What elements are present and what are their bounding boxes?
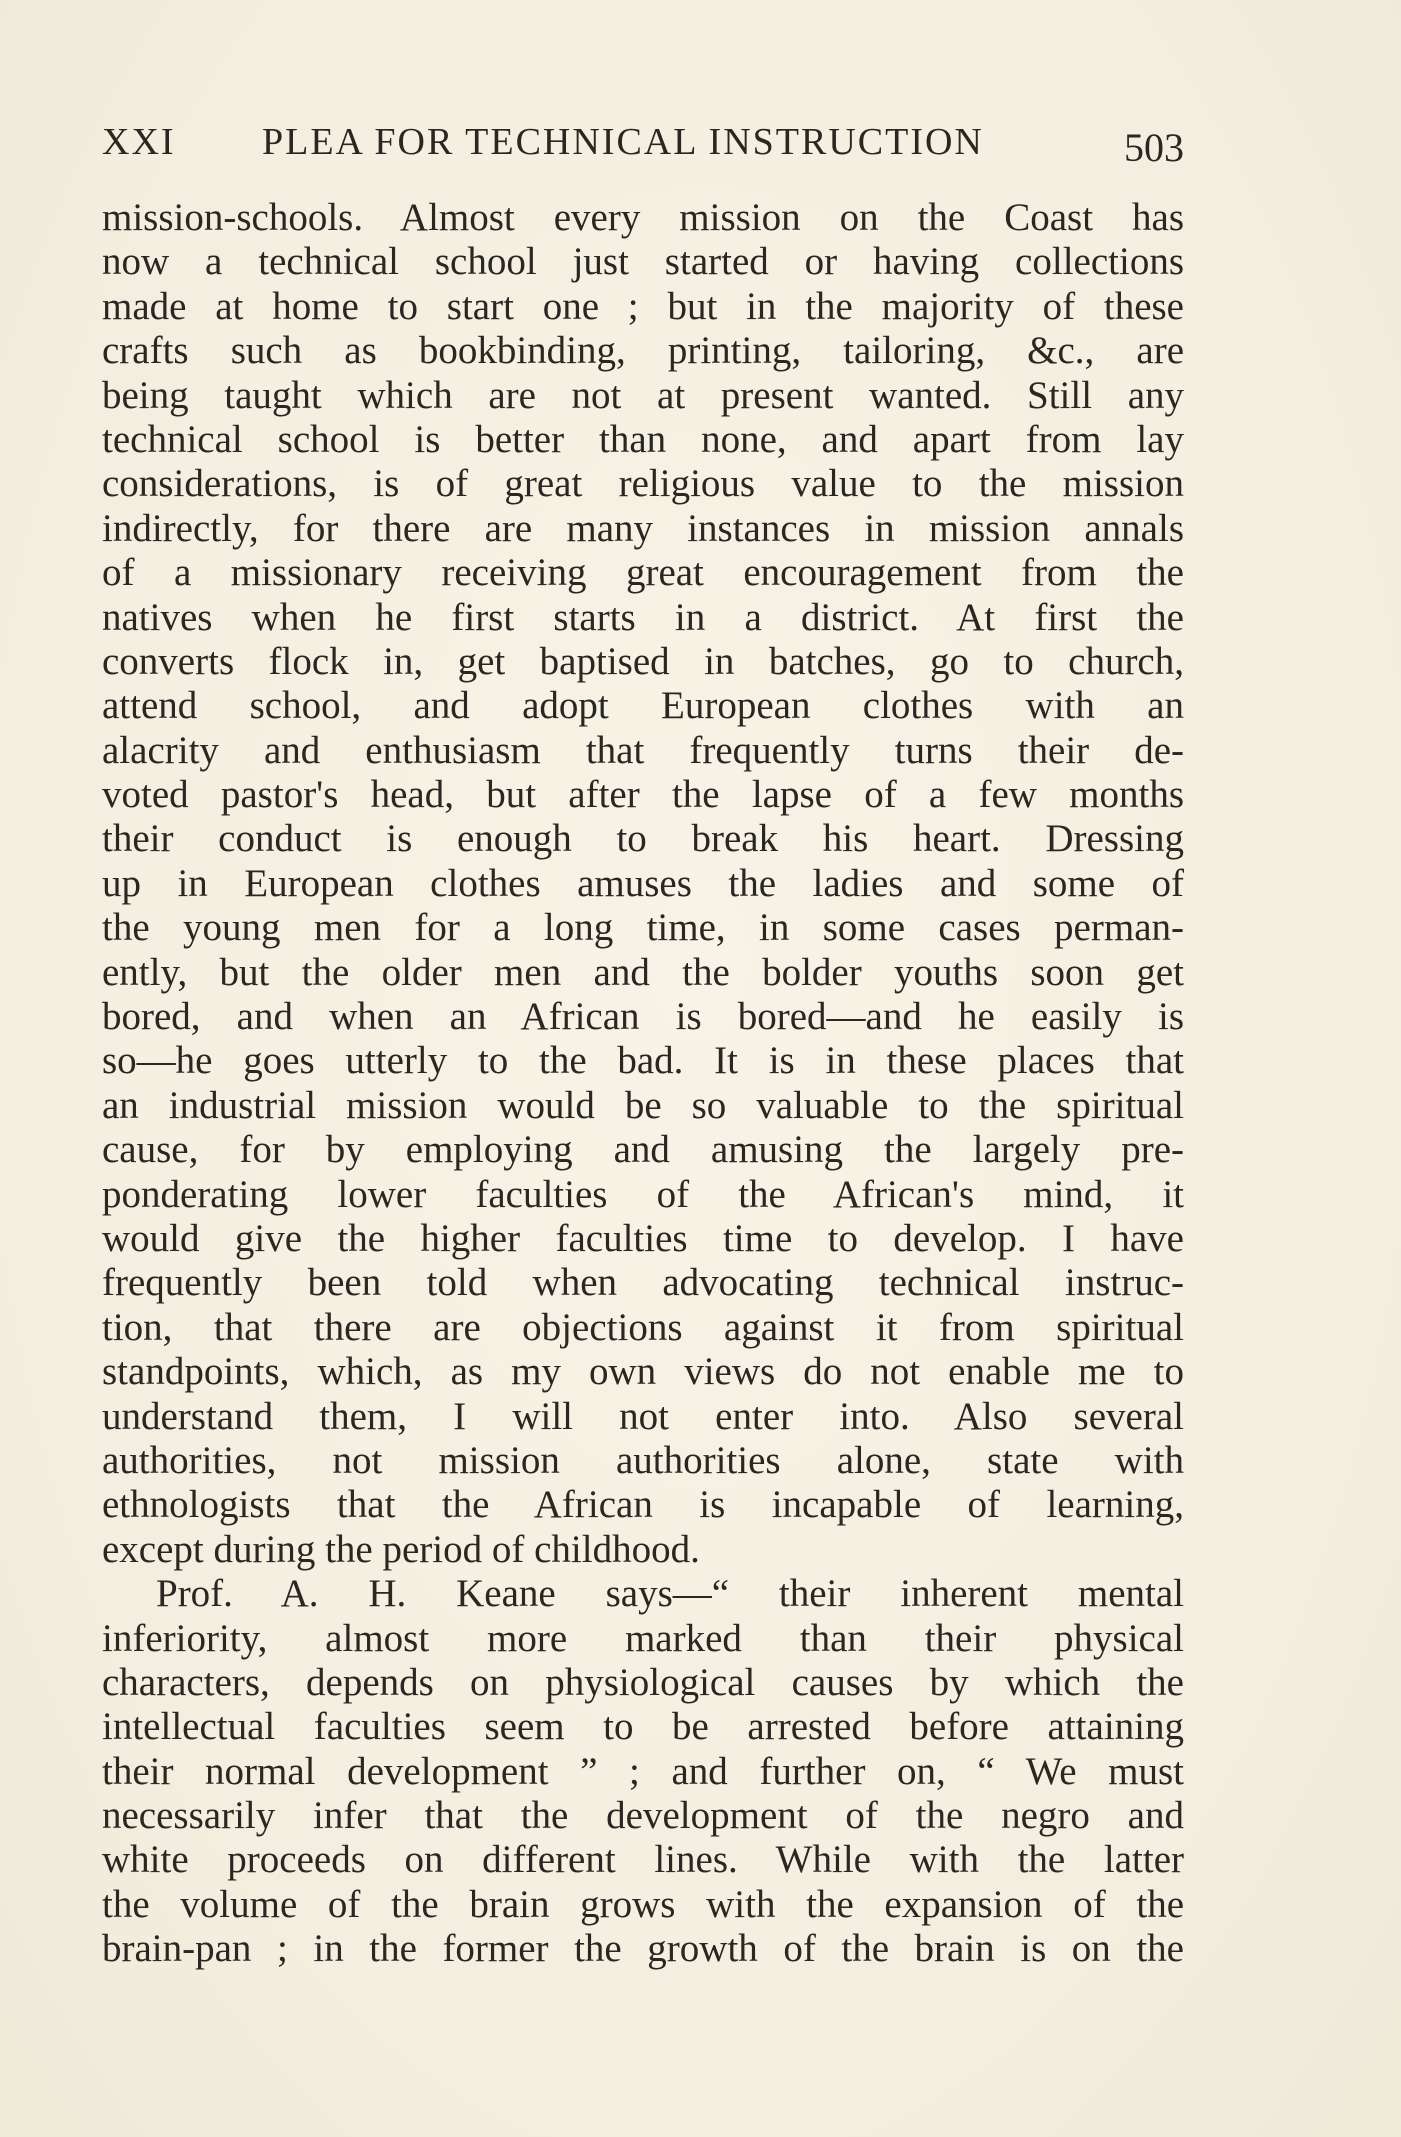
chapter-number: XXI xyxy=(102,121,176,163)
page-number: 503 xyxy=(1124,125,1184,170)
text-line: bored, and when an African is bored—and he easily is xyxy=(102,995,1184,1039)
text-line: their normal development ” ; and further on, “ We must xyxy=(102,1749,1184,1793)
text-line: cause, for by employing and amusing the largely pre- xyxy=(102,1128,1184,1172)
text-line: being taught which are not at present wanted. Still any xyxy=(102,373,1184,417)
text-line: alacrity and enthusiasm that frequently turns their de- xyxy=(102,728,1184,772)
text-line: considerations, is of great religious value to the mission xyxy=(102,462,1184,506)
text-line: of a missionary receiving great encouragement from the xyxy=(102,551,1184,595)
text-line: ently, but the older men and the bolder youths soon get xyxy=(102,950,1184,994)
text-line: mission-schools. Almost every mission on the Coast has xyxy=(102,196,1184,239)
text-line: standpoints, which, as my own views do not enable me to xyxy=(102,1350,1184,1394)
text-line: their conduct is enough to break his heart. Dressing xyxy=(102,817,1184,861)
text-line: technical school is better than none, and apart from lay xyxy=(102,417,1184,461)
text-line: the volume of the brain grows with the expansion of the xyxy=(102,1882,1184,1926)
paragraph-start-line: Prof. A. H. Keane says—“ their inherent mental xyxy=(156,1572,1184,1616)
text-line: the young men for a long time, in some cases perman- xyxy=(102,906,1184,950)
text-line: would give the higher faculties time to develop. I have xyxy=(102,1216,1184,1260)
text-line: converts flock in, get baptised in batches, go to church, xyxy=(102,639,1184,683)
text-line: indirectly, for there are many instances in mission annals xyxy=(102,506,1184,550)
text-line: inferiority, almost more marked than their physical xyxy=(102,1616,1184,1660)
text-line: voted pastor's head, but after the lapse of a few months xyxy=(102,773,1184,817)
text-line: an industrial mission would be so valuable to the spiritual xyxy=(102,1083,1184,1127)
running-title: PLEA FOR TECHNICAL INSTRUCTION xyxy=(262,121,984,163)
text-line: understand them, I will not enter into. Also several xyxy=(102,1394,1184,1438)
text-line: tion, that there are objections against it from spiritual xyxy=(102,1305,1184,1349)
text-line: brain-pan ; in the former the growth of the brain is on the xyxy=(102,1927,1184,1971)
text-line: up in European clothes amuses the ladies and some of xyxy=(102,861,1184,905)
text-line: attend school, and adopt European clothes with an xyxy=(102,684,1184,728)
text-line: authorities, not mission authorities alone, state with xyxy=(102,1438,1184,1482)
body-text xyxy=(102,196,1184,1972)
text-line: now a technical school just started or having collections xyxy=(102,240,1184,284)
running-head xyxy=(102,120,1184,170)
text-line: so—he goes utterly to the bad. It is in these places that xyxy=(102,1039,1184,1083)
text-line: necessarily infer that the development of the negro and xyxy=(102,1794,1184,1838)
text-line: intellectual faculties seem to be arrested before attaining xyxy=(102,1705,1184,1749)
paragraph-end-line: except during the period of childhood. xyxy=(102,1527,700,1571)
text-line: characters, depends on physiological causes by which the xyxy=(102,1660,1184,1704)
text-line: frequently been told when advocating technical instruc- xyxy=(102,1261,1184,1305)
text-line: white proceeds on different lines. While with the latter xyxy=(102,1838,1184,1882)
text-line: ponderating lower faculties of the African's mind, it xyxy=(102,1172,1184,1216)
text-line: ethnologists that the African is incapable of learning, xyxy=(102,1483,1184,1527)
text-line: crafts such as bookbinding, printing, tailoring, &c., are xyxy=(102,329,1184,373)
text-line: made at home to start one ; but in the majority of these xyxy=(102,284,1184,328)
text-line: natives when he first starts in a district. At first the xyxy=(102,595,1184,639)
